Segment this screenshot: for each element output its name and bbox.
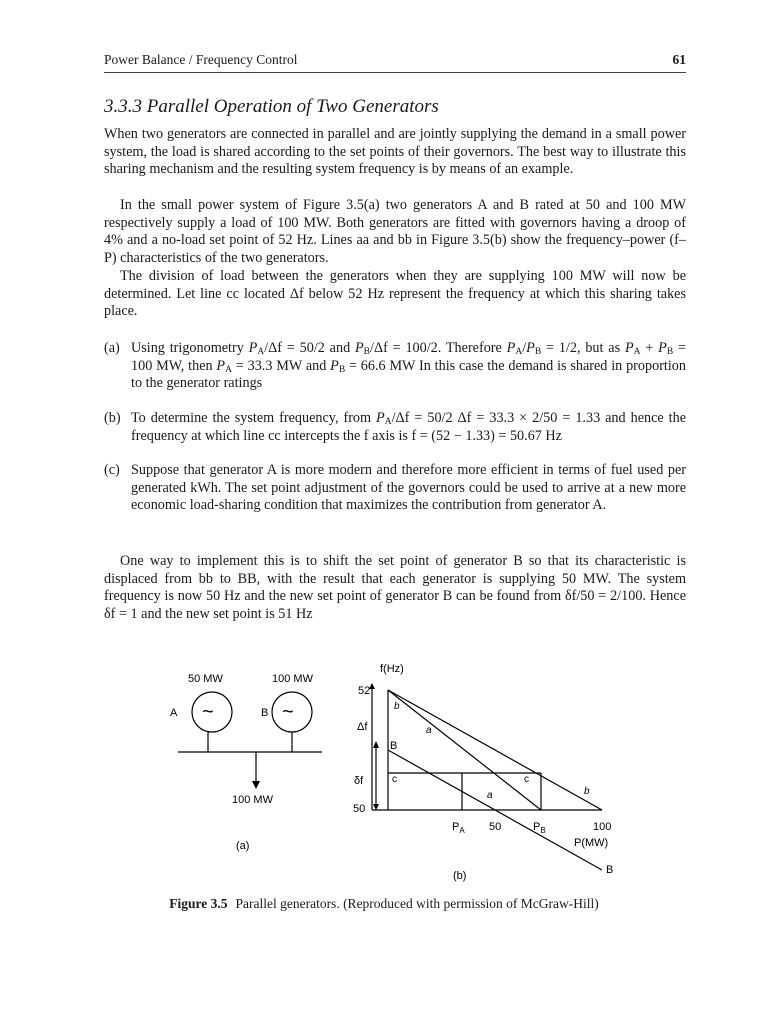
line-aa	[388, 690, 541, 810]
x-tick-50: 50	[489, 821, 502, 833]
gen-a-tilde: ~	[202, 701, 214, 723]
load-label: 100 MW	[232, 794, 273, 806]
delta-f-label: Δf	[357, 721, 368, 733]
running-title: Power Balance / Frequency Control	[104, 52, 298, 67]
x-tick-pa: $P_A$	[452, 821, 465, 835]
paragraph-3: The division of load between the generators when they are supplying 100 MW will now be determined. Let line cc located Δf below 52 Hz represent the frequency at which this sharing takes place.	[104, 268, 686, 320]
caption-label: Figure 3.5	[169, 896, 228, 911]
line-c-right-label: c	[524, 774, 529, 785]
figure-caption	[0, 896, 768, 912]
line-c-left-label: c	[392, 774, 397, 785]
x-tick-pb: $P_B$	[533, 821, 546, 835]
list-body-b: To determine the system frequency, from $P_A/\Delta f = 50/2$ Δf = 33.3 × 2/50 = 1.33 and hence the frequency at which line cc intercepts the f axis is f = (52 − 1.33) = 50.67 Hz	[131, 410, 686, 444]
gen-b-tilde: ~	[282, 701, 294, 723]
paragraph-1: When two generators are connected in parallel and are jointly supplying the demand in a small power system, the load is shared according to the set points of their governors. The best way to illustrate this sharing mechanism and the resulting system frequency is by means of an example.	[104, 126, 686, 178]
figure-3-5	[150, 655, 630, 890]
x-tick-100: 100	[593, 821, 612, 833]
y-axis-label: f(Hz)	[380, 663, 404, 675]
line-b-top-label: b	[394, 701, 400, 712]
list-item-b	[104, 410, 686, 445]
line-b-mid-label: b	[584, 786, 590, 797]
page-number: 61	[672, 52, 686, 67]
gen-a-label: A	[170, 707, 178, 719]
section-title: 3.3.3 Parallel Operation of Two Generators	[104, 96, 439, 117]
list-body-c: Suppose that generator A is more modern and therefore more efficient in terms of fuel used per generated kWh. The set point adjustment of the governors could be used to arrive at a new more economic load-sharing condition that maximizes the contribution from generator A.	[131, 462, 686, 514]
line-a-mid-label: a	[487, 790, 493, 801]
line-B-top-label: B	[390, 740, 398, 752]
subfigure-label-b: (b)	[453, 870, 467, 882]
line-bb	[388, 690, 602, 810]
paragraph-2: In the small power system of Figure 3.5(a) two generators A and B rated at 50 and 100 MW respectively supply a load of 100 MW. Both generators are fitted with governors having a droop of 4% and a no-load set point of 52 Hz. Lines aa and bb in Figure 3.5(b) show the frequency–power (f–P) characteristics of the two generators.	[104, 197, 686, 266]
y-tick-52: 52	[358, 685, 371, 697]
list-label-c: (c)	[104, 462, 120, 478]
list-label-b: (b)	[104, 410, 121, 426]
running-header	[104, 52, 686, 73]
gen-a-rating: 50 MW	[188, 673, 223, 685]
line-a-top-label: a	[426, 725, 432, 736]
gen-b-label: B	[261, 707, 269, 719]
small-delta-f-label: δf	[354, 775, 364, 787]
subfigure-label-a: (a)	[236, 840, 250, 852]
list-item-a	[104, 340, 686, 393]
line-B-bottom-label: B	[606, 864, 614, 876]
x-axis-label: P(MW)	[574, 837, 609, 849]
paragraph-4: One way to implement this is to shift the set point of generator B so that its characteristic is displaced from bb to BB, with the result that each generator is supplying 50 MW. The system frequency is now 50 Hz and the new set point of generator B can be found from δf/50 = 2/100. Hence δf = 1 and the new set point is 51 Hz	[104, 553, 686, 622]
list-item-c	[104, 462, 686, 515]
list-label-a: (a)	[104, 340, 120, 356]
caption-text: Parallel generators. (Reproduced with permission of McGraw-Hill)	[235, 896, 599, 911]
gen-b-rating: 100 MW	[272, 673, 313, 685]
y-tick-50: 50	[353, 803, 366, 815]
list-body-a: Using trigonometry $P_A/\Delta f = 50/2$ and $P_B/\Delta f = 100/2$. Therefore $P_A/P_B = 1/2$, but as $P_A + P_B = 100$ MW, then $P_A = 33.3$ MW and $P_B = 66.6$ MW In this case the demand is shared in proportion to the generator ratings	[131, 340, 686, 392]
